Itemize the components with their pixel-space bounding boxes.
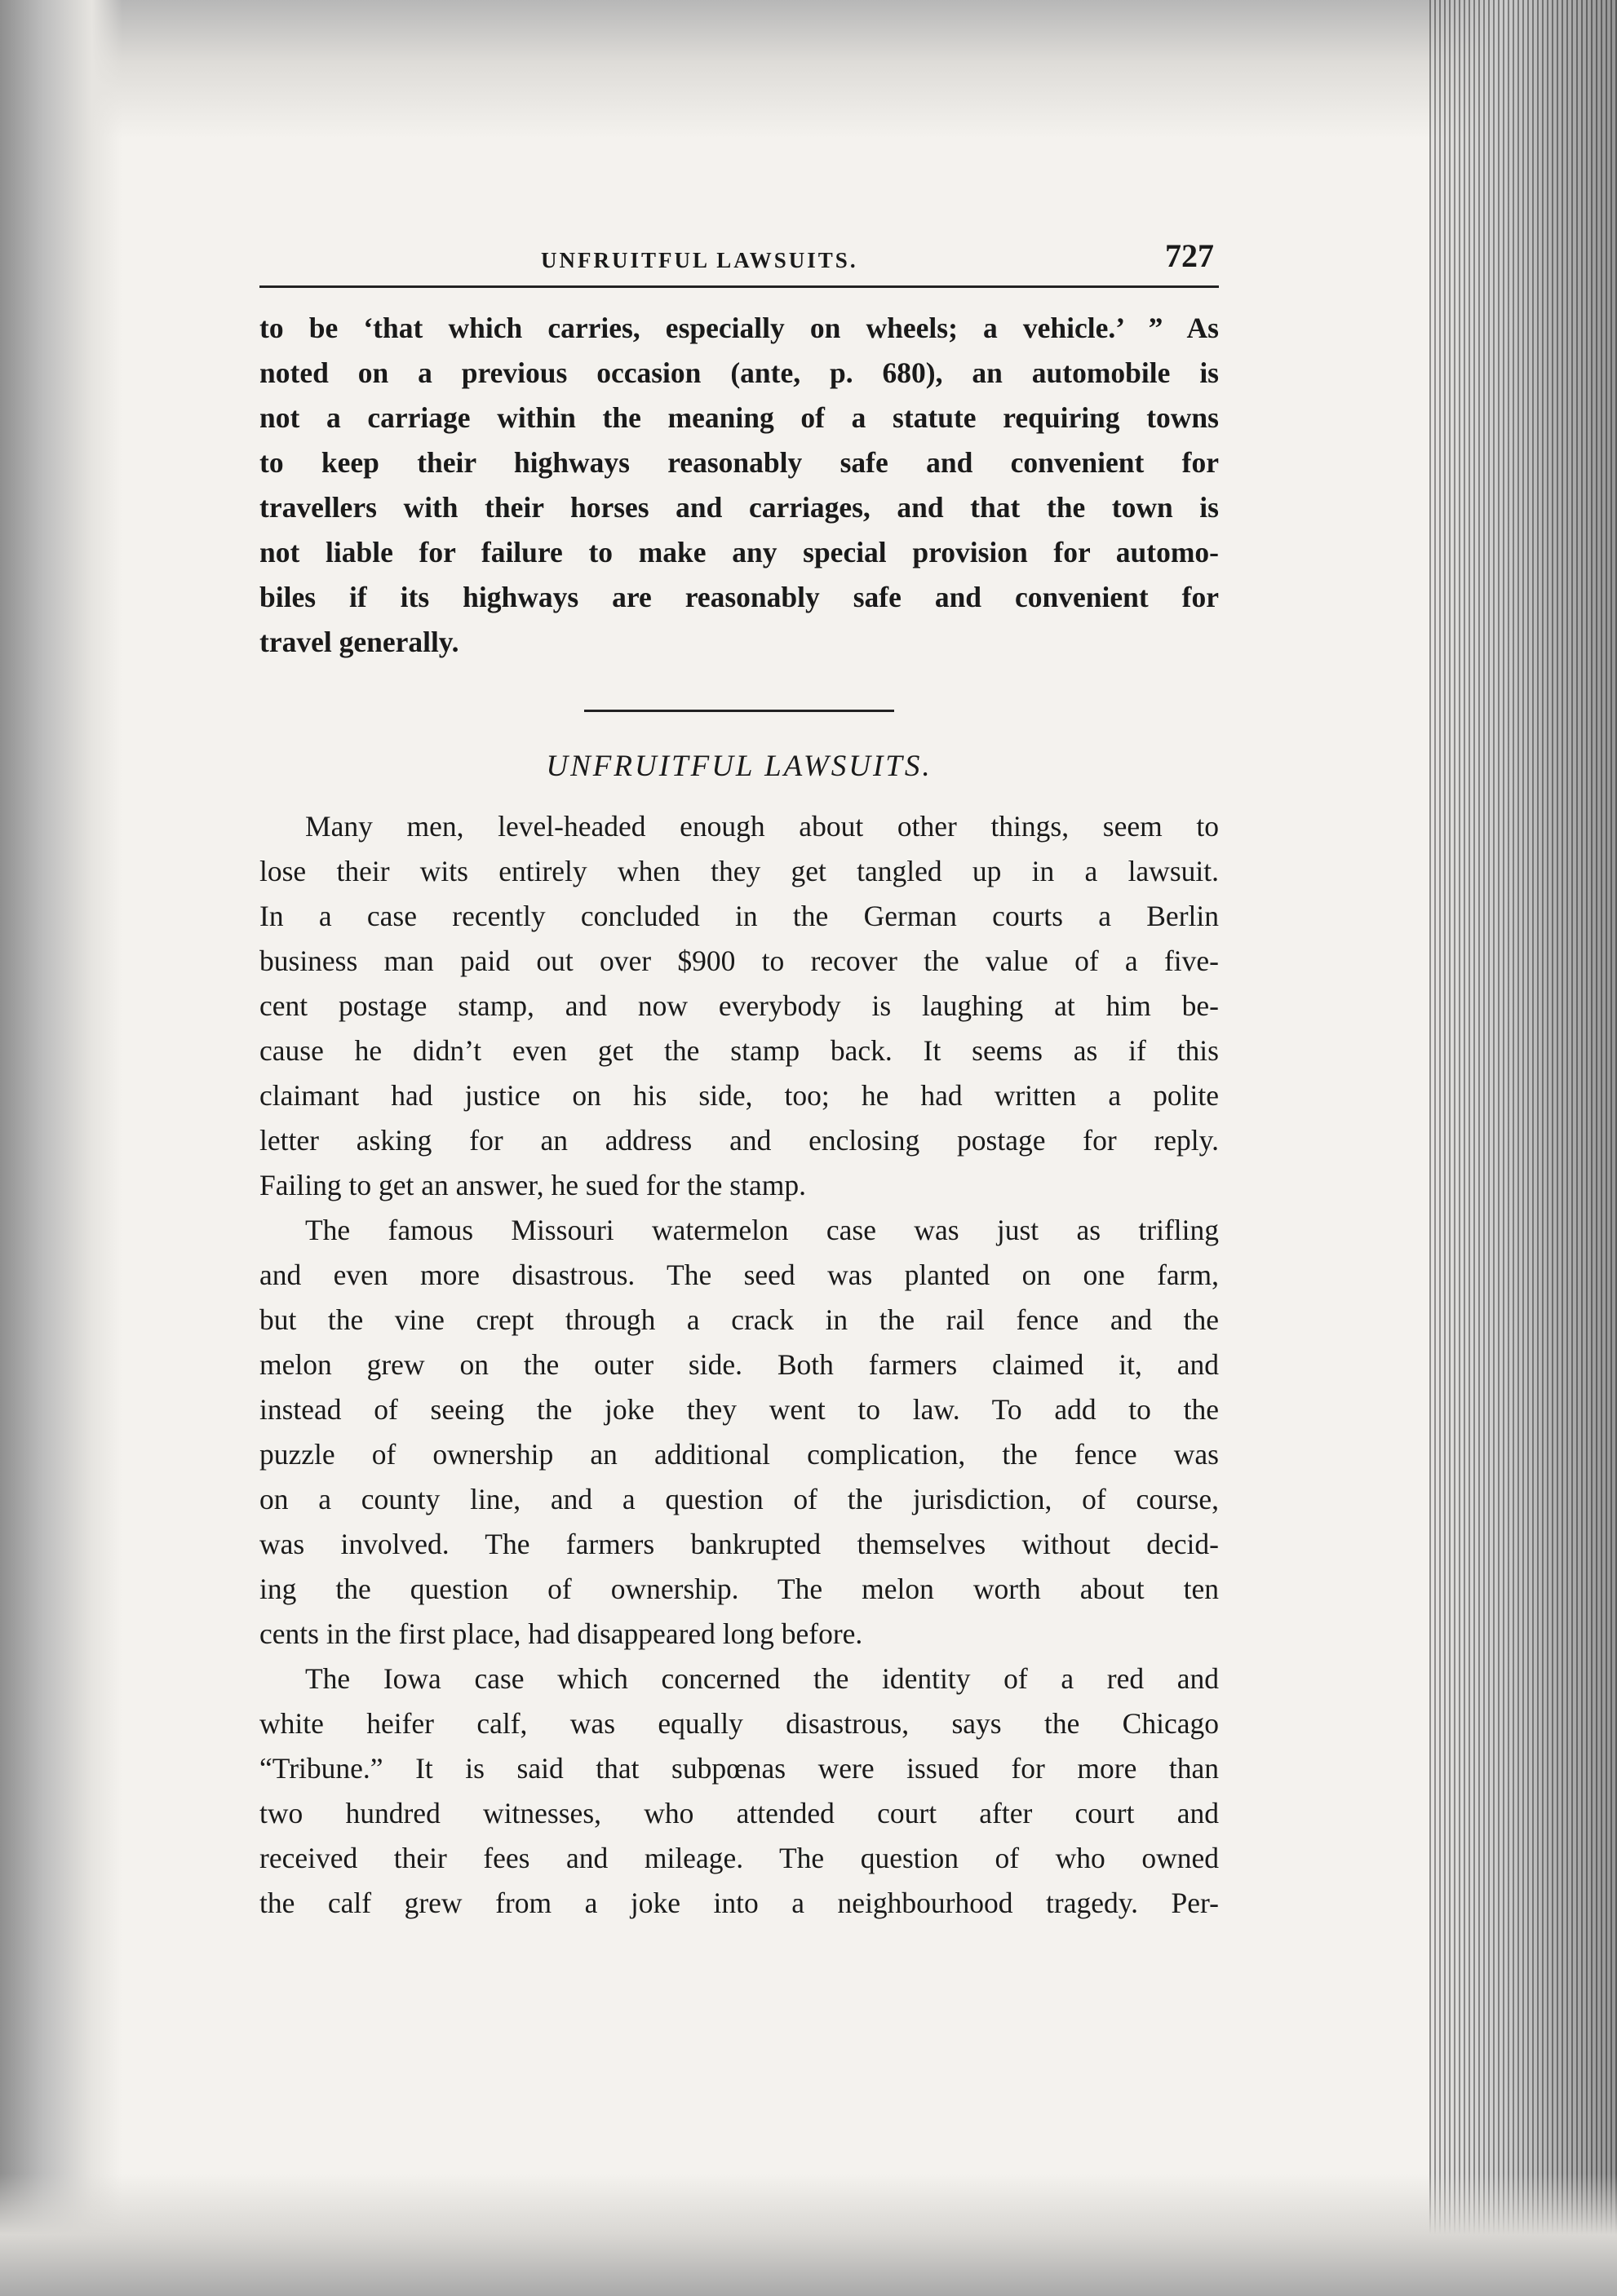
text-line: biles if its highways are reasonably safe and convenient for xyxy=(259,581,1219,613)
text-line: letter asking for an address and enclosing postage for reply. xyxy=(259,1124,1219,1157)
text-line: “Tribune.” It is said that subpœnas were issued for more than xyxy=(259,1752,1219,1785)
text-line: two hundred witnesses, who attended court after court and xyxy=(259,1797,1219,1829)
text-line: claimant had justice on his side, too; he had written a polite xyxy=(259,1079,1219,1112)
text-line: lose their wits entirely when they get tangled up in a lawsuit. xyxy=(259,855,1219,887)
text-line: The Iowa case which concerned the identity of a red and xyxy=(305,1662,1219,1695)
text-line: business man paid out over $900 to recover the value of a five- xyxy=(259,945,1219,977)
text-line: The famous Missouri watermelon case was just as trifling xyxy=(305,1214,1219,1246)
text-line: to be ‘that which carries, especially on wheels; a vehicle.’ ” As xyxy=(259,312,1219,344)
text-line: cents in the first place, had disappeared long before. xyxy=(259,1617,863,1650)
page-number: 727 xyxy=(1165,237,1214,274)
text-line: received their fees and mileage. The question of who owned xyxy=(259,1842,1219,1874)
text-line: white heifer calf, was equally disastrous, says the Chicago xyxy=(259,1707,1219,1740)
text-line: In a case recently concluded in the German courts a Berlin xyxy=(259,900,1219,932)
text-line: cent postage stamp, and now everybody is laughing at him be- xyxy=(259,989,1219,1022)
text-line: not liable for failure to make any special provision for automo- xyxy=(259,536,1219,568)
section-title: UNFRUITFUL LAWSUITS. xyxy=(546,750,933,783)
paragraph-stamp-case xyxy=(259,804,1219,1208)
running-head xyxy=(259,237,1219,288)
text-line: noted on a previous occasion (ante, p. 680), an automobile is xyxy=(259,356,1219,389)
text-line: on a county line, and a question of the jurisdiction, of course, xyxy=(259,1483,1219,1515)
text-line: Failing to get an answer, he sued for the stamp. xyxy=(259,1169,806,1201)
paragraph-watermelon-case xyxy=(259,1208,1219,1657)
text-line: the calf grew from a joke into a neighbourhood tragedy. Per- xyxy=(259,1887,1219,1919)
scan-edge-left xyxy=(0,0,122,2296)
running-title: UNFRUITFUL LAWSUITS. xyxy=(541,248,858,272)
scan-edge-top xyxy=(0,0,1617,139)
text-line: to keep their highways reasonably safe and convenient for xyxy=(259,446,1219,479)
text-line: Many men, level-headed enough about other things, seem to xyxy=(305,810,1219,843)
scan-edge-bottom xyxy=(0,2174,1617,2296)
paragraph-heifer-case xyxy=(259,1657,1219,1926)
text-line: cause he didn’t even get the stamp back. It seems as if this xyxy=(259,1034,1219,1067)
book-page xyxy=(259,237,1219,1926)
text-line: travel generally. xyxy=(259,626,459,658)
text-line: melon grew on the outer side. Both farmers claimed it, and xyxy=(259,1348,1219,1381)
section-divider xyxy=(584,710,894,712)
text-line: travellers with their horses and carriages, and that the town is xyxy=(259,491,1219,524)
text-line: ing the question of ownership. The melon worth about ten xyxy=(259,1573,1219,1605)
text-line: puzzle of ownership an additional complication, the fence was xyxy=(259,1438,1219,1471)
continued-paragraph xyxy=(259,306,1219,665)
text-line: instead of seeing the joke they went to law. To add to the xyxy=(259,1393,1219,1426)
text-line: and even more disastrous. The seed was planted on one farm, xyxy=(259,1259,1219,1291)
text-line: not a carriage within the meaning of a statute requiring towns xyxy=(259,401,1219,434)
text-line: but the vine crept through a crack in the rail fence and the xyxy=(259,1303,1219,1336)
scan-edge-right xyxy=(1429,0,1617,2296)
text-line: was involved. The farmers bankrupted themselves without decid- xyxy=(259,1528,1219,1560)
